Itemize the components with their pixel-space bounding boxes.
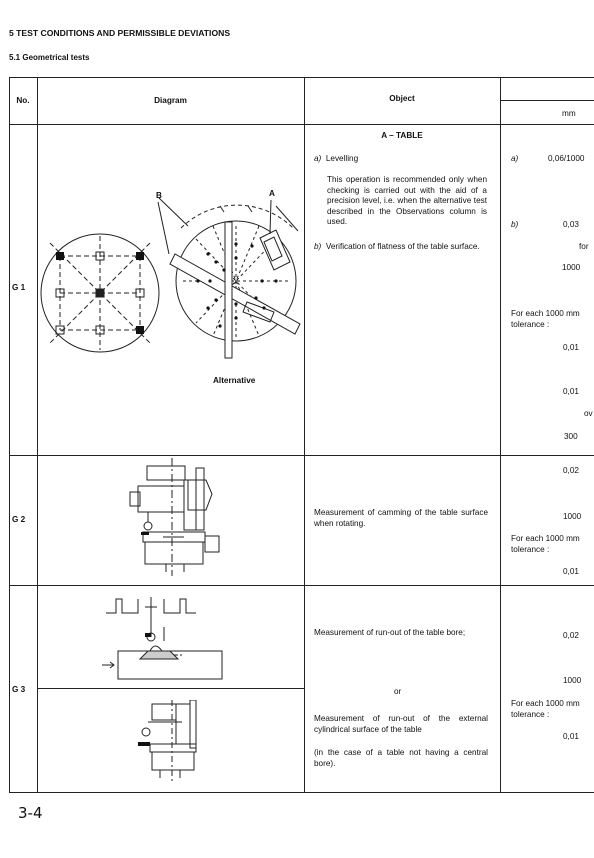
g3-note: (in the case of a table not having a central bore). — [314, 748, 488, 768]
header-no: No. — [16, 96, 30, 105]
g1-dev-ov: ov — [584, 409, 593, 418]
g2-dev-1000: 1000 — [563, 512, 582, 521]
row-number-g2: G 2 — [12, 515, 26, 524]
g1-dev-for: for — [579, 242, 589, 251]
g1-dev-b-value: 0,03 — [563, 220, 579, 229]
g1-dev-1000: 1000 — [562, 263, 581, 272]
g2-dev-001: 0,01 — [563, 567, 579, 576]
g1-item-a-label: a) — [314, 154, 322, 163]
g1-dev-tolerance: tolerance : — [511, 320, 550, 329]
g1-dev-001b: 0,01 — [563, 387, 579, 396]
g1-item-b — [314, 242, 488, 253]
g1-dev-b-label: b) — [511, 220, 519, 229]
g3-object-1: Measurement of run-out of the table bore; — [314, 628, 466, 637]
g1-label-b: B — [156, 191, 162, 200]
g3-external-runout-diagram — [138, 700, 208, 784]
g1-item-a-title: Levelling — [325, 154, 359, 163]
g1-flatness-diagram — [38, 126, 303, 454]
g3-bore-runout-diagram — [100, 593, 230, 683]
g3-object-2: Measurement of run-out of the external cylindrical surface of the table — [314, 714, 488, 734]
g2-dev-002: 0,02 — [563, 466, 579, 475]
g3-dev-001: 0,01 — [563, 732, 579, 741]
g3-dev-002: 0,02 — [563, 631, 579, 640]
g1-item-a-text: This operation is recommended only when checking is carried out with the aid of a precision level, i.e. when the alternative test described in the Observations column is used. — [327, 175, 487, 227]
g3-or: or — [394, 687, 402, 696]
header-unit: mm — [562, 109, 576, 118]
header-object: Object — [389, 94, 415, 103]
header-diagram: Diagram — [154, 96, 187, 105]
g1-item-b-text: Verification of flatness of the table surface. — [325, 242, 480, 251]
g1-dev-each: For each 1000 mm — [511, 309, 580, 318]
g1-dev-300: 300 — [564, 432, 578, 441]
g1-alternative-label: Alternative — [213, 376, 256, 385]
g3-dev-1000: 1000 — [563, 676, 582, 685]
row-number-g3: G 3 — [12, 685, 26, 694]
g3-dev-each: For each 1000 mm — [511, 699, 580, 708]
g1-dev-a-value: 0,06/1000 — [548, 154, 585, 163]
row-number-g1: G 1 — [12, 283, 26, 292]
g1-item-a — [314, 154, 358, 165]
g3-dev-tolerance: tolerance : — [511, 710, 550, 719]
g2-dev-tolerance: tolerance : — [511, 545, 550, 554]
page-number: 3-4 — [18, 804, 43, 822]
subsection-title: 5.1 Geometrical tests — [9, 53, 90, 62]
g2-camming-diagram — [110, 458, 235, 582]
g2-object: Measurement of camming of the table surface when rotating. — [314, 508, 488, 528]
g1-label-a: A — [269, 189, 275, 198]
g1-dev-001a: 0,01 — [563, 343, 579, 352]
g2-dev-each: For each 1000 mm — [511, 534, 580, 543]
g1-dev-a-label: a) — [511, 154, 519, 163]
section-title: 5 TEST CONDITIONS AND PERMISSIBLE DEVIATIONS — [9, 28, 231, 38]
g1-heading: A – TABLE — [381, 131, 423, 140]
g1-item-b-label: b) — [314, 242, 322, 251]
